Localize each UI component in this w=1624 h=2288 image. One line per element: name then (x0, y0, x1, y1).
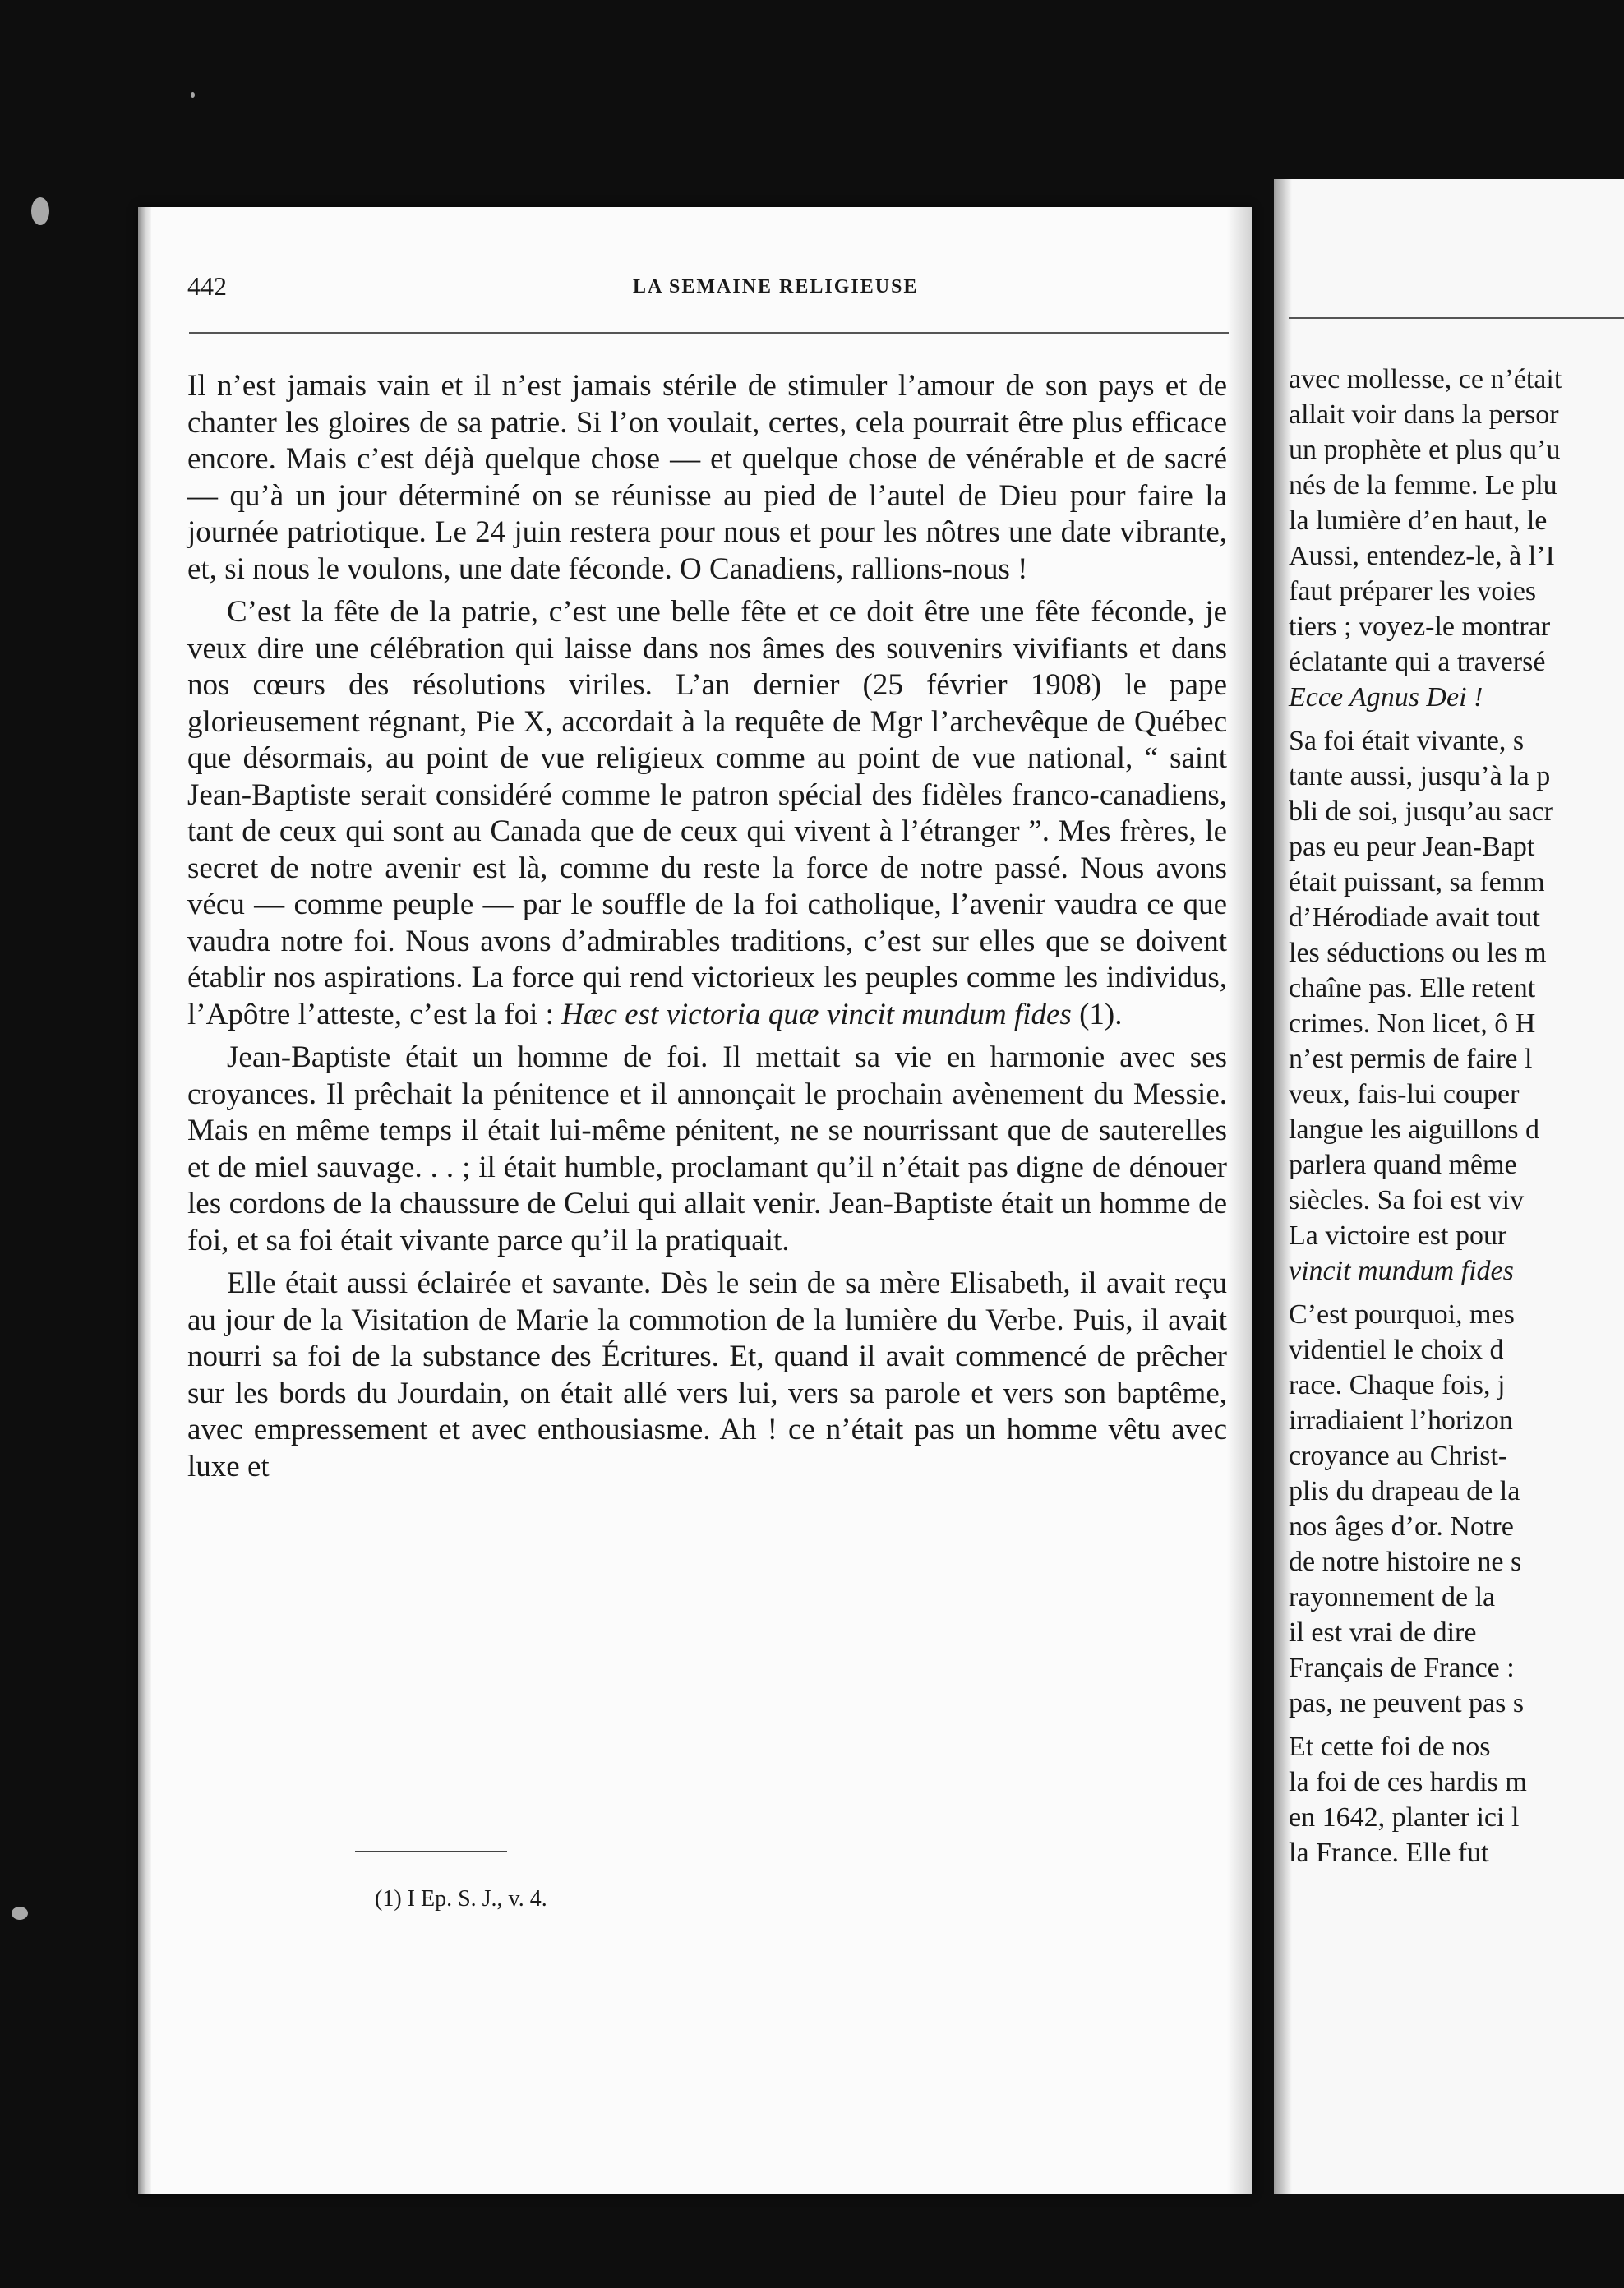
right-page-line: Et cette foi de nos (1289, 1732, 1491, 1762)
running-title: LA SEMAINE RELIGIEUSE (633, 276, 919, 298)
right-page-line: croyance au Christ- (1289, 1441, 1508, 1471)
right-page-line: il est vrai de dire (1289, 1617, 1477, 1648)
latin-quote: Hæc est victoria quæ vincit mundum fides (561, 997, 1072, 1031)
right-page-line: faut préparer les voies (1289, 576, 1537, 607)
page-edge (138, 207, 151, 2194)
paragraph-2-text: C’est la fête de la patrie, c’est une belle fête et ce doit être une fête féconde, je veux dire une célébration qui laisse dans nos âmes des souvenirs vivifiants et dans nos cœurs des résolutions viriles. L’an dernier (25 février 1908) le pape glorieusement régnant, Pie X, accordait à la requête de Mgr l’archevêque de Québec que désormais, au point de vue religieux comme au point de vue national, “ saint Jean-Baptiste serait considéré comme le patron spécial des fidèles franco-canadiens, tant de ceux qui sont au Canada que de ceux qui vivent à l’étranger ”. Mes frères, le secret de notre avenir est là, comme du reste la force de notre passé. Nous avons vécu — comme peuple — par le souffle de la foi catholique, l’avenir vaudra ce que vaudra notre foi. Nous avons d’admirables traditions, c’est sur elles que se doivent établir nos aspirations. La force qui rend victorieux les peuples comme les individus, l’Apôtre l’atteste, c’est la foi : (187, 595, 1227, 1031)
right-page-line: videntiel le choix d (1289, 1335, 1504, 1365)
right-page-line: un prophète et plus qu’u (1289, 435, 1561, 465)
paragraph-2 (187, 594, 1227, 1033)
right-page-line: la France. Elle fut (1289, 1838, 1489, 1868)
right-page-line: les séductions ou les m (1289, 938, 1547, 968)
page-gutter (1227, 207, 1252, 2194)
right-page-line: irradiaient l’horizon (1289, 1405, 1513, 1436)
right-page-line: était puissant, sa femm (1289, 867, 1545, 897)
paragraph-gap (1289, 1289, 1624, 1297)
right-page-line: bli de soi, jusqu’au sacr (1289, 796, 1553, 827)
right-page-line: parlera quand même (1289, 1150, 1517, 1180)
paragraph-gap (1289, 715, 1624, 723)
right-page-line: la foi de ces hardis m (1289, 1767, 1527, 1797)
right-page-line: pas, ne peuvent pas s (1289, 1688, 1525, 1718)
right-page-line: Français de France : (1289, 1653, 1515, 1683)
paragraph-gap (1289, 1721, 1624, 1729)
right-page-line: veux, fais-lui couper (1289, 1079, 1520, 1109)
right-page-line: race. Chaque fois, j (1289, 1370, 1506, 1400)
right-page-line: en 1642, planter ici l (1289, 1802, 1520, 1833)
right-page-line: de notre histoire ne s (1289, 1547, 1522, 1577)
right-page-text (1289, 362, 1624, 1871)
right-page-line: plis du drapeau de la (1289, 1476, 1520, 1506)
right-page-line: Aussi, entendez-le, à l’I (1289, 541, 1555, 571)
main-text (187, 368, 1227, 1492)
paragraph-4: Elle était aussi éclairée et savante. Dès le sein de sa mère Elisabeth, il avait reçu au jour de la Visitation de Marie la commotion de la lumière du Verbe. Puis, il avait nourri sa foi de la substance des Écritures. Et, quand il avait commencé de prêcher sur les bords du Jourdain, on était allé vers lui, vers sa parole et vers son baptême, avec empressement et avec enthousiasme. Ah ! ce n’était pas un homme vêtu avec luxe et (187, 1266, 1227, 1483)
right-page-line: la lumière d’en haut, le (1289, 505, 1548, 536)
right-page-line: avec mollesse, ce n’était (1289, 364, 1562, 394)
right-page-line: pas eu peur Jean-Bapt (1289, 832, 1535, 862)
right-header-rule (1289, 317, 1624, 319)
right-page-line: n’est permis de faire l (1289, 1044, 1533, 1074)
header-rule (189, 332, 1229, 334)
dust-speck (191, 92, 195, 98)
right-page-line: C’est pourquoi, mes (1289, 1299, 1515, 1330)
dust-speck (12, 1907, 28, 1920)
right-page-line: Sa foi était vivante, s (1289, 726, 1525, 756)
paragraph-1: Il n’est jamais vain et il n’est jamais stérile de stimuler l’amour de son pays et de chanter les gloires de sa patrie. Si l’on voulait, certes, cela pourrait être plus efficace encore. Mais c’est déjà quelque chose — et quelque chose de vénérable et de sacré — qu’à un jour déterminé on se réunisse au pied de l’autel de Dieu pour faire la journée patriotique. Le 24 juin restera pour nous et pour les nôtres une date vibrante, et, si nous le voulons, une date féconde. O Canadiens, rallions-nous ! (187, 369, 1227, 586)
right-page-line: d’Hérodiade avait tout (1289, 902, 1540, 933)
page-header (187, 271, 1248, 307)
right-page-line: La victoire est pour (1289, 1220, 1507, 1251)
right-page-line: langue les aiguillons d (1289, 1114, 1540, 1145)
right-page-line: éclatante qui a traversé (1289, 647, 1546, 677)
right-page-line: nés de la femme. Le plu (1289, 470, 1557, 501)
right-page-line: Ecce Agnus Dei ! (1289, 682, 1483, 713)
right-page-line: nos âges d’or. Notre (1289, 1511, 1514, 1542)
footnote-rule (355, 1851, 507, 1852)
right-page-line: allait voir dans la persor (1289, 399, 1559, 430)
right-page-line: chaîne pas. Elle retent (1289, 973, 1536, 1003)
right-page-line: tiers ; voyez-le montrar (1289, 611, 1551, 642)
right-page-line: rayonnement de la (1289, 1582, 1496, 1612)
paragraph-3: Jean-Baptiste était un homme de foi. Il mettait sa vie en harmonie avec ses croyances. Il prêchait la pénitence et il annonçait le prochain avènement du Messie. Mais en même temps il était lui-même pénitent, ne se nourrissant que de sauterelles et de miel sauvage. . . ; il était humble, proclamant qu’il n’était pas digne de dénouer les cordons de la chaussure de Celui qui allait venir. Jean-Baptiste était un homme de foi, et sa foi était vivante parce qu’il la pratiquait. (187, 1040, 1227, 1257)
footnote: (1) I Ep. S. J., v. 4. (375, 1886, 547, 1912)
footnote-ref: (1). (1071, 997, 1123, 1031)
right-page-line: tante aussi, jusqu’à la p (1289, 761, 1551, 791)
right-page-line: crimes. Non licet, ô H (1289, 1008, 1536, 1039)
right-page-line: vincit mundum fides (1289, 1256, 1514, 1286)
dust-speck (31, 197, 49, 225)
page-number: 442 (187, 271, 227, 301)
right-page-line: siècles. Sa foi est viv (1289, 1185, 1525, 1216)
